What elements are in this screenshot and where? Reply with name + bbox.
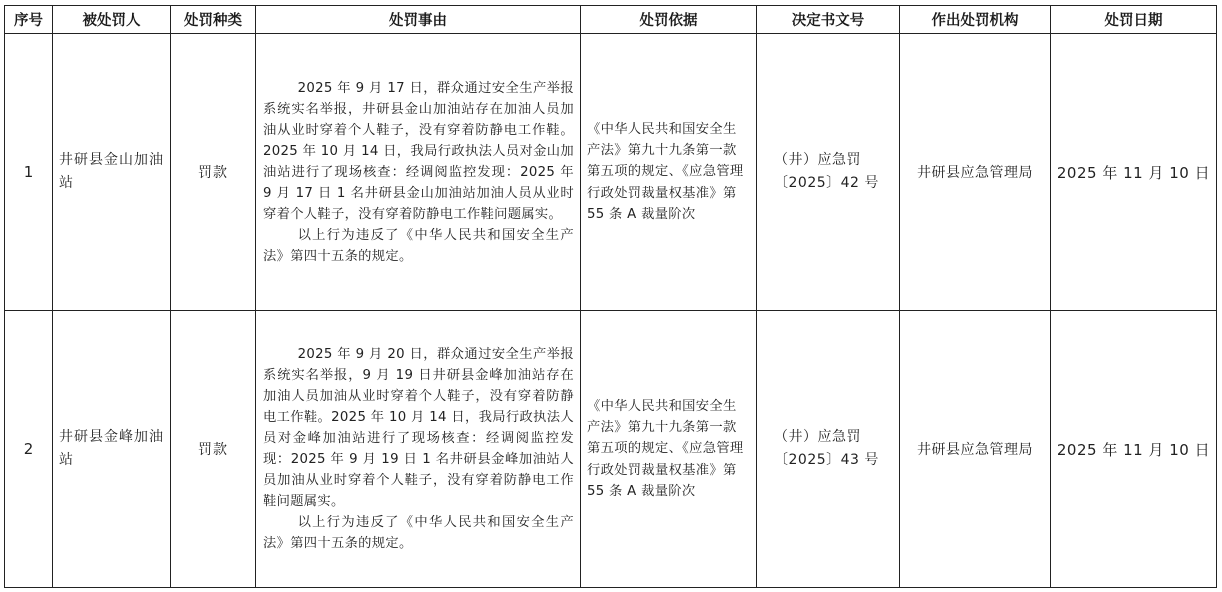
reason-conclusion: 以上行为违反了《中华人民共和国安全生产法》第四十五条的规定。: [263, 227, 574, 264]
cell-date: 2025 年 11 月 10 日: [1051, 34, 1217, 311]
cell-seq: 2: [5, 311, 53, 588]
cell-docno: [757, 34, 900, 311]
cell-reason: [256, 311, 581, 588]
cell-date: 2025 年 11 月 10 日: [1051, 311, 1217, 588]
reason-paragraph: 2025 年 9 月 20 日，群众通过安全生产举报系统实名举报，9 月 19 日井研县金峰加油站存在加油人员加油从业时穿着个人鞋子，没有穿着防静电工作鞋。2025 年 10 月 14 日，我局行政执法人员对金峰加油站进行了现场核查：经调阅监控发现：2025 年 9 月 19 日 1 名井研县金峰加油站人员加油从业时穿着个人鞋子，没有穿着防静电工作鞋问题属实。: [263, 347, 574, 509]
cell-basis: 《中华人民共和国安全生产法》第九十九条第一款第五项的规定、《应急管理行政处罚裁量权基准》第 55 条 A 裁量阶次: [581, 311, 757, 588]
header-docno: 决定书文号: [757, 6, 900, 34]
header-date: 处罚日期: [1051, 6, 1217, 34]
cell-kind: 罚款: [171, 34, 256, 311]
cell-org: 井研县应急管理局: [900, 34, 1051, 311]
header-org: 作出处罚机构: [900, 6, 1051, 34]
docno-line2: 〔2025〕42 号: [774, 175, 879, 191]
header-basis: 处罚依据: [581, 6, 757, 34]
cell-org: 井研县应急管理局: [900, 311, 1051, 588]
cell-basis: 《中华人民共和国安全生产法》第九十九条第一款第五项的规定、《应急管理行政处罚裁量权基准》第 55 条 A 裁量阶次: [581, 34, 757, 311]
table-row: [5, 311, 1217, 588]
docno-line1: （井）应急罚: [774, 152, 861, 168]
header-party: 被处罚人: [53, 6, 171, 34]
penalty-table: [4, 5, 1217, 588]
cell-party: 井研县金山加油站: [53, 34, 171, 311]
cell-reason: [256, 34, 581, 311]
header-row: [5, 6, 1217, 34]
header-reason: 处罚事由: [256, 6, 581, 34]
docno-line1: （井）应急罚: [774, 429, 861, 445]
cell-seq: 1: [5, 34, 53, 311]
cell-docno: [757, 311, 900, 588]
cell-kind: 罚款: [171, 311, 256, 588]
docno-line2: 〔2025〕43 号: [774, 452, 879, 468]
table-row: [5, 34, 1217, 311]
header-kind: 处罚种类: [171, 6, 256, 34]
header-seq: 序号: [5, 6, 53, 34]
reason-paragraph: 2025 年 9 月 17 日，群众通过安全生产举报系统实名举报，井研县金山加油站存在加油人员加油从业时穿着个人鞋子，没有穿着防静电工作鞋。2025 年 10 月 14 日，我局行政执法人员对金山加油站进行了现场核查：经调阅监控发现：2025 年 9 月 17 日 1 名井研县金山加油站加油人员从业时穿着个人鞋子，没有穿着防静电工作鞋问题属实。: [263, 80, 574, 222]
cell-party: 井研县金峰加油站: [53, 311, 171, 588]
reason-conclusion: 以上行为违反了《中华人民共和国安全生产法》第四十五条的规定。: [263, 515, 574, 551]
